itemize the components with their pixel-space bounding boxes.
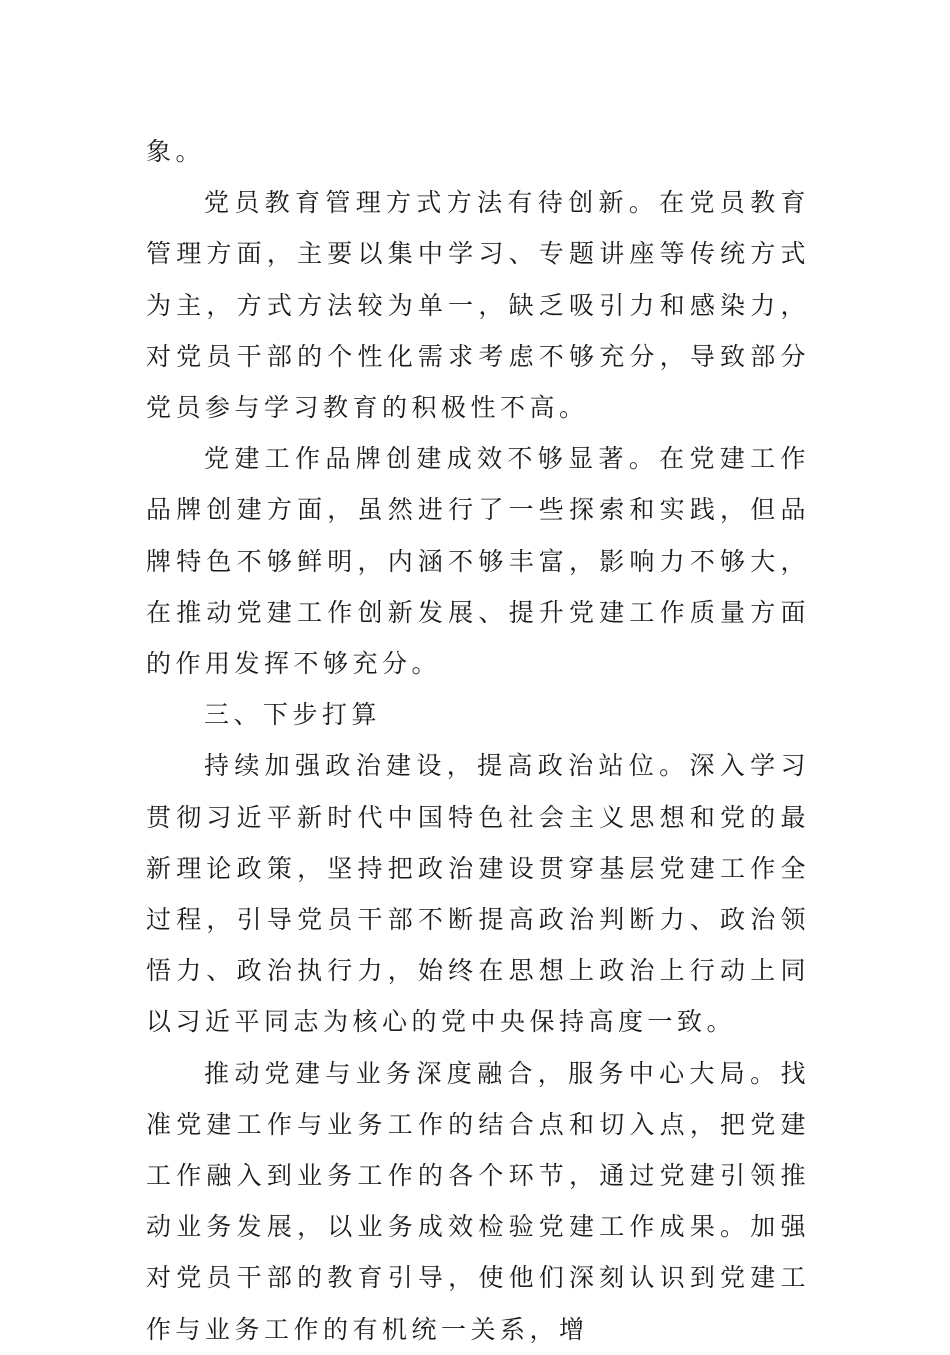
paragraph-integration: 推动党建与业务深度融合，服务中心大局。找准党建工作与业务工作的结合点和切入点，把党建工作融入到业务工作的各个环节，通过党建引领推动业务发展，以业务成效检验党建工作成果。加强对党员干部的教育引导，使他们深刻认识到党建工作与业务工作的有机统一关系，增 bbox=[146, 1058, 810, 1344]
paragraph-political-building: 持续加强政治建设，提高政治站位。深入学习贯彻习近平新时代中国特色社会主义思想和党的最新理论政策，坚持把政治建设贯穿基层党建工作全过程，引导党员干部不断提高政治判断力、政治领悟力、政治执行力，始终在思想上政治上行动上同以习近平同志为核心的党中央保持高度一致。 bbox=[146, 751, 810, 1037]
section-heading-next-steps: 三、下步打算 bbox=[204, 700, 382, 730]
paragraph-brand-building: 党建工作品牌创建成效不够显著。在党建工作品牌创建方面，虽然进行了一些探索和实践，但品牌特色不够鲜明，内涵不够丰富，影响力不够大，在推动党建工作创新发展、提升党建工作质量方面的作用发挥不够充分。 bbox=[146, 444, 810, 679]
paragraph-continuation: 象。 bbox=[146, 137, 206, 166]
paragraph-education-management: 党员教育管理方式方法有待创新。在党员教育管理方面，主要以集中学习、专题讲座等传统方式为主，方式方法较为单一，缺乏吸引力和感染力，对党员干部的个性化需求考虑不够充分，导致部分党员参与学习教育的积极性不高。 bbox=[146, 188, 810, 423]
document-body bbox=[146, 126, 810, 1355]
